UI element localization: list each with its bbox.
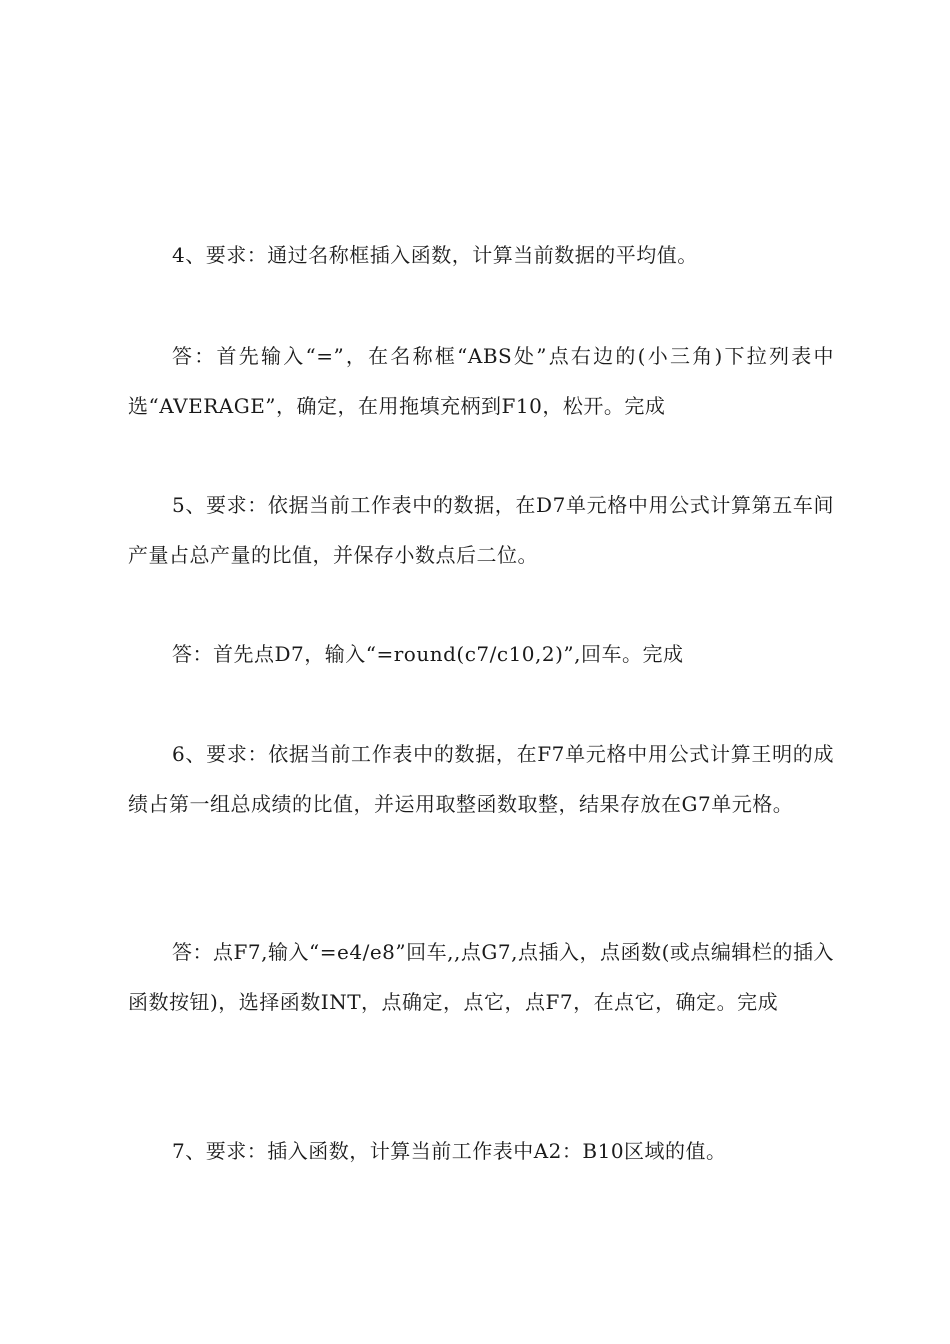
answer-5: 答：首先点D7，输入“=round(c7/c10,2)”,回车。完成: [172, 642, 684, 666]
answer-4: 答：首先输入“=”，在名称框“ABS处”点右边的(小三角)下拉列表中选“AVERAGE”，确定，在用拖填充柄到F10，松开。完成: [128, 344, 834, 418]
question-5: 5、要求：依据当前工作表中的数据，在D7单元格中用公式计算第五车间产量占总产量的比值，并保存小数点后二位。: [128, 493, 834, 567]
question-7: 7、要求：插入函数，计算当前工作表中A2：B10区域的值。: [172, 1139, 727, 1163]
question-6: 6、要求：依据当前工作表中的数据，在F7单元格中用公式计算王明的成绩占第一组总成绩的比值，并运用取整函数取整，结果存放在G7单元格。: [128, 742, 834, 816]
question-4: 4、要求：通过名称框插入函数，计算当前数据的平均值。: [172, 243, 698, 267]
answer-6: 答：点F7,输入“=e4/e8”回车,,点G7,点插入，点函数(或点编辑栏的插入函数按钮)，选择函数INT，点确定，点它，点F7，在点它，确定。完成: [128, 940, 834, 1014]
